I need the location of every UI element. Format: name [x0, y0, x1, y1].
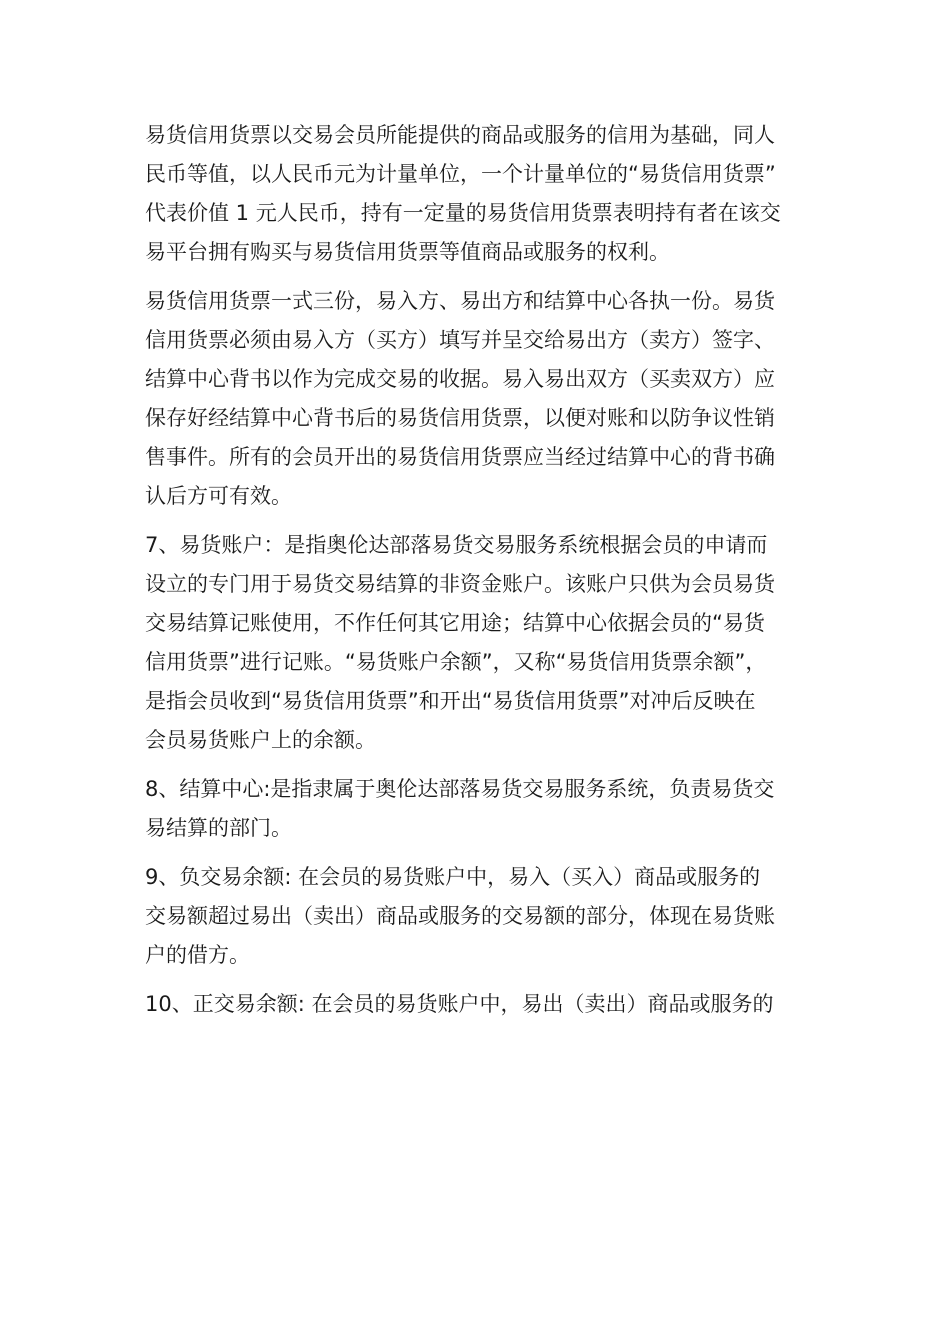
paragraph-item-9-negative-balance [145, 858, 810, 975]
text-line: 8、结算中心:是指隶属于奥伦达部落易货交易服务系统，负责易货交 [145, 777, 775, 801]
document-body [145, 116, 810, 1024]
text-line: 10、正交易余额: 在会员的易货账户中，易出（卖出）商品或服务的 [145, 992, 774, 1016]
text-line: 民币等值，以人民币元为计量单位，一个计量单位的“易货信用货票” [145, 162, 776, 186]
text-line: 是指会员收到“易货信用货票”和开出“易货信用货票”对冲后反映在 [145, 689, 756, 713]
text-line: 7、易货账户：是指奥伦达部落易货交易服务系统根据会员的申请而 [145, 533, 768, 557]
paragraph-item-7-barter-account [145, 526, 810, 760]
text-line: 认后方可有效。 [145, 484, 292, 508]
text-line: 户的借方。 [145, 943, 250, 967]
text-line: 保存好经结算中心背书后的易货信用货票，以便对账和以防争议性销 [145, 406, 775, 430]
paragraph-credit-note-copies [145, 282, 810, 516]
text-line: 易平台拥有购买与易货信用货票等值商品或服务的权利。 [145, 240, 670, 264]
paragraph-item-8-settlement-center [145, 770, 810, 848]
text-line: 设立的专门用于易货交易结算的非资金账户。该账户只供为会员易货 [145, 572, 775, 596]
text-line: 交易额超过易出（卖出）商品或服务的交易额的部分，体现在易货账 [145, 904, 775, 928]
text-line: 信用货票”进行记账。“易货账户余额”，又称“易货信用货票余额”， [145, 650, 767, 674]
text-line: 易货信用货票以交易会员所能提供的商品或服务的信用为基础，同人 [145, 123, 775, 147]
text-line: 售事件。所有的会员开出的易货信用货票应当经过结算中心的背书确 [145, 445, 775, 469]
text-line: 信用货票必须由易入方（买方）填写并呈交给易出方（卖方）签字、 [145, 328, 775, 352]
paragraph-item-10-positive-balance [145, 985, 810, 1024]
text-line: 代表价值 1 元人民币，持有一定量的易货信用货票表明持有者在该交 [145, 201, 781, 225]
text-line: 9、负交易余额: 在会员的易货账户中，易入（买入）商品或服务的 [145, 865, 761, 889]
text-line: 会员易货账户上的余额。 [145, 728, 376, 752]
text-line: 易结算的部门。 [145, 816, 292, 840]
text-line: 交易结算记账使用，不作任何其它用途；结算中心依据会员的“易货 [145, 611, 765, 635]
paragraph-credit-note-definition [145, 116, 810, 272]
text-line: 结算中心背书以作为完成交易的收据。易入易出双方（买卖双方）应 [145, 367, 775, 391]
text-line: 易货信用货票一式三份，易入方、易出方和结算中心各执一份。易货 [145, 289, 775, 313]
